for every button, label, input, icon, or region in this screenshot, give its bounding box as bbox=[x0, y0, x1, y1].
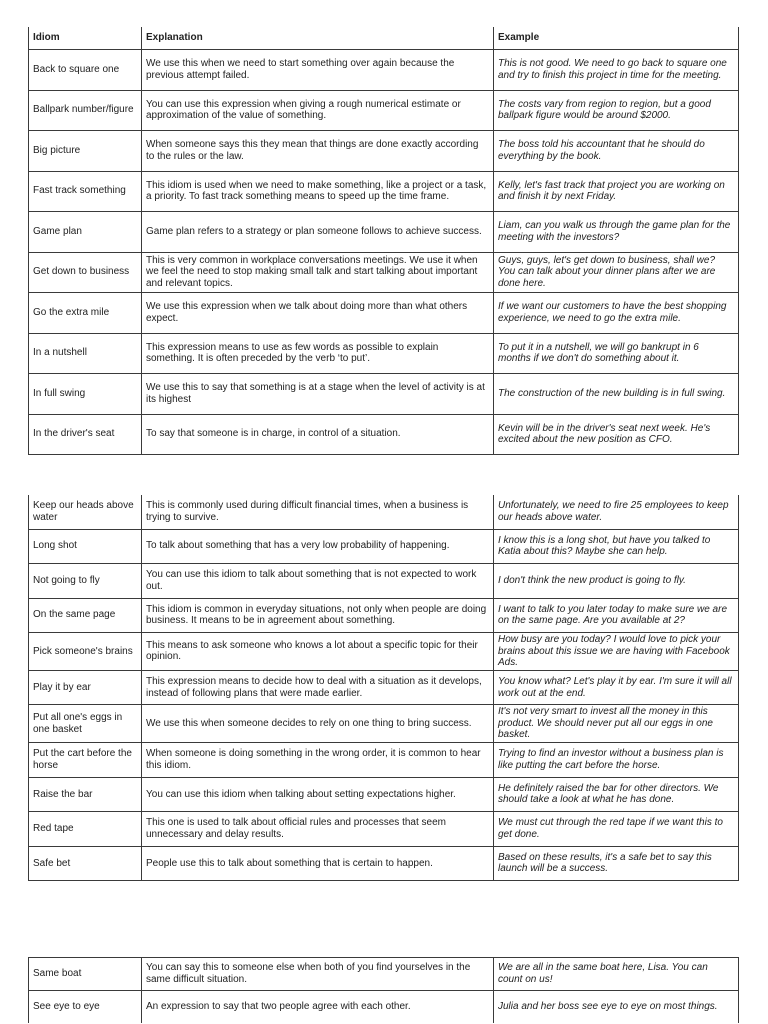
idiom-cell: Back to square one bbox=[29, 50, 142, 91]
idiom-table bbox=[28, 27, 739, 455]
idiom-table-body bbox=[29, 495, 739, 881]
explanation-cell: Game plan refers to a strategy or plan someone follows to achieve success. bbox=[142, 212, 494, 253]
explanation-cell: This idiom is common in everyday situations, not only when people are doing business. It means to be in agreement about something. bbox=[142, 598, 494, 633]
table-row bbox=[29, 333, 739, 374]
table-row bbox=[29, 529, 739, 564]
explanation-cell: You can say this to someone else when both of you find yourselves in the same difficult situation. bbox=[142, 958, 494, 991]
table-row bbox=[29, 171, 739, 212]
table-row bbox=[29, 743, 739, 778]
example-cell: Julia and her boss see eye to eye on most things. bbox=[494, 991, 739, 1024]
idiom-table-body bbox=[29, 50, 739, 455]
idiom-table-section-3 bbox=[28, 957, 738, 1023]
example-cell: I don't think the new product is going to fly. bbox=[494, 564, 739, 599]
table-row bbox=[29, 414, 739, 455]
explanation-cell: This expression means to use as few words as possible to explain something. It is often preceded by the verb ‘to put’. bbox=[142, 333, 494, 374]
table-row bbox=[29, 50, 739, 91]
idiom-cell: In full swing bbox=[29, 374, 142, 415]
example-cell: This is not good. We need to go back to square one and try to finish this project in time for the meeting. bbox=[494, 50, 739, 91]
explanation-cell: We use this expression when we talk about doing more than what others expect. bbox=[142, 293, 494, 334]
idiom-table bbox=[28, 495, 739, 881]
example-cell: I know this is a long shot, but have you talked to Katia about this? Maybe she can help. bbox=[494, 529, 739, 564]
explanation-cell: You can use this idiom when talking about setting expectations higher. bbox=[142, 777, 494, 812]
idiom-cell: In the driver's seat bbox=[29, 414, 142, 455]
example-cell: We must cut through the red tape if we want this to get done. bbox=[494, 812, 739, 847]
example-cell: Kevin will be in the driver's seat next week. He's excited about the new position as CFO. bbox=[494, 414, 739, 455]
idiom-cell: Big picture bbox=[29, 131, 142, 172]
idiom-table-body bbox=[29, 958, 739, 1024]
table-row bbox=[29, 252, 739, 293]
explanation-cell: When someone is doing something in the wrong order, it is common to hear this idiom. bbox=[142, 743, 494, 778]
idiom-cell: Pick someone's brains bbox=[29, 633, 142, 671]
explanation-cell: You can use this expression when giving a rough numerical estimate or approximation of the value of something. bbox=[142, 90, 494, 131]
table-header-row bbox=[29, 27, 739, 50]
idiom-cell: Safe bet bbox=[29, 846, 142, 881]
table-row bbox=[29, 958, 739, 991]
example-cell: We are all in the same boat here, Lisa. You can count on us! bbox=[494, 958, 739, 991]
example-cell: I want to talk to you later today to make sure we are on the same page. Are you available at 2? bbox=[494, 598, 739, 633]
header-idiom: Idiom bbox=[29, 27, 142, 50]
explanation-cell: This expression means to decide how to deal with a situation as it develops, instead of following plans that were made earlier. bbox=[142, 670, 494, 705]
example-cell: The boss told his accountant that he should do everything by the book. bbox=[494, 131, 739, 172]
example-cell: Liam, can you walk us through the game plan for the meeting with the investors? bbox=[494, 212, 739, 253]
explanation-cell: This is commonly used during difficult financial times, when a business is trying to survive. bbox=[142, 495, 494, 529]
example-cell: How busy are you today? I would love to pick your brains about this issue we are having with Facebook Ads. bbox=[494, 633, 739, 671]
idiom-cell: Game plan bbox=[29, 212, 142, 253]
idiom-cell: Raise the bar bbox=[29, 777, 142, 812]
explanation-cell: This means to ask someone who knows a lot about a specific topic for their opinion. bbox=[142, 633, 494, 671]
example-cell: If we want our customers to have the best shopping experience, we need to go the extra mile. bbox=[494, 293, 739, 334]
explanation-cell: We use this to say that something is at a stage when the level of activity is at its highest bbox=[142, 374, 494, 415]
example-cell: Based on these results, it's a safe bet to say this launch will be a success. bbox=[494, 846, 739, 881]
example-cell: It's not very smart to invest all the money in this product. We should never put all our eggs in one basket. bbox=[494, 705, 739, 743]
explanation-cell: You can use this idiom to talk about something that is not expected to work out. bbox=[142, 564, 494, 599]
idiom-cell: Red tape bbox=[29, 812, 142, 847]
idiom-table-section-1 bbox=[28, 27, 738, 455]
example-cell: He definitely raised the bar for other directors. We should take a look at what he has done. bbox=[494, 777, 739, 812]
example-cell: The costs vary from region to region, but a good ballpark figure would be around $2000. bbox=[494, 90, 739, 131]
table-row bbox=[29, 598, 739, 633]
table-row bbox=[29, 633, 739, 671]
idiom-cell: Long shot bbox=[29, 529, 142, 564]
table-row bbox=[29, 212, 739, 253]
idiom-cell: Not going to fly bbox=[29, 564, 142, 599]
explanation-cell: When someone says this they mean that things are done exactly according to the rules or the law. bbox=[142, 131, 494, 172]
table-row bbox=[29, 90, 739, 131]
explanation-cell: People use this to talk about something that is certain to happen. bbox=[142, 846, 494, 881]
table-row bbox=[29, 705, 739, 743]
table-row bbox=[29, 670, 739, 705]
explanation-cell: An expression to say that two people agree with each other. bbox=[142, 991, 494, 1024]
idiom-cell: Go the extra mile bbox=[29, 293, 142, 334]
idiom-table bbox=[28, 957, 739, 1023]
idiom-cell: Play it by ear bbox=[29, 670, 142, 705]
table-row bbox=[29, 374, 739, 415]
explanation-cell: This is very common in workplace conversations meetings. We use it when we feel the need to stop making small talk and start talking about important and relevant topics. bbox=[142, 252, 494, 293]
explanation-cell: We use this when we need to start something over again because the previous attempt failed. bbox=[142, 50, 494, 91]
table-row bbox=[29, 991, 739, 1024]
idiom-cell: See eye to eye bbox=[29, 991, 142, 1024]
idiom-cell: Get down to business bbox=[29, 252, 142, 293]
explanation-cell: To talk about something that has a very low probability of happening. bbox=[142, 529, 494, 564]
table-row bbox=[29, 564, 739, 599]
idiom-cell: Put the cart before the horse bbox=[29, 743, 142, 778]
example-cell: Trying to find an investor without a business plan is like putting the cart before the horse. bbox=[494, 743, 739, 778]
table-row bbox=[29, 293, 739, 334]
explanation-cell: To say that someone is in charge, in control of a situation. bbox=[142, 414, 494, 455]
example-cell: Kelly, let's fast track that project you are working on and finish it by next Friday. bbox=[494, 171, 739, 212]
idiom-cell: Ballpark number/figure bbox=[29, 90, 142, 131]
table-row bbox=[29, 777, 739, 812]
example-cell: You know what? Let's play it by ear. I'm sure it will all work out at the end. bbox=[494, 670, 739, 705]
table-row bbox=[29, 812, 739, 847]
header-explanation: Explanation bbox=[142, 27, 494, 50]
idiom-cell: In a nutshell bbox=[29, 333, 142, 374]
table-row bbox=[29, 495, 739, 529]
example-cell: To put it in a nutshell, we will go bankrupt in 6 months if we don't do something about it. bbox=[494, 333, 739, 374]
explanation-cell: This one is used to talk about official rules and processes that seem unnecessary and delay results. bbox=[142, 812, 494, 847]
example-cell: The construction of the new building is in full swing. bbox=[494, 374, 739, 415]
idiom-cell: Fast track something bbox=[29, 171, 142, 212]
table-row bbox=[29, 131, 739, 172]
example-cell: Unfortunately, we need to fire 25 employees to keep our heads above water. bbox=[494, 495, 739, 529]
idiom-cell: Keep our heads above water bbox=[29, 495, 142, 529]
explanation-cell: We use this when someone decides to rely on one thing to bring success. bbox=[142, 705, 494, 743]
example-cell: Guys, guys, let's get down to business, shall we? You can talk about your dinner plans after we are done here. bbox=[494, 252, 739, 293]
idiom-cell: On the same page bbox=[29, 598, 142, 633]
explanation-cell: This idiom is used when we need to make something, like a project or a task, a priority. To fast track something means to speed up the time frame. bbox=[142, 171, 494, 212]
idiom-cell: Same boat bbox=[29, 958, 142, 991]
idiom-cell: Put all one's eggs in one basket bbox=[29, 705, 142, 743]
header-example: Example bbox=[494, 27, 739, 50]
table-row bbox=[29, 846, 739, 881]
idiom-table-section-2 bbox=[28, 495, 738, 881]
